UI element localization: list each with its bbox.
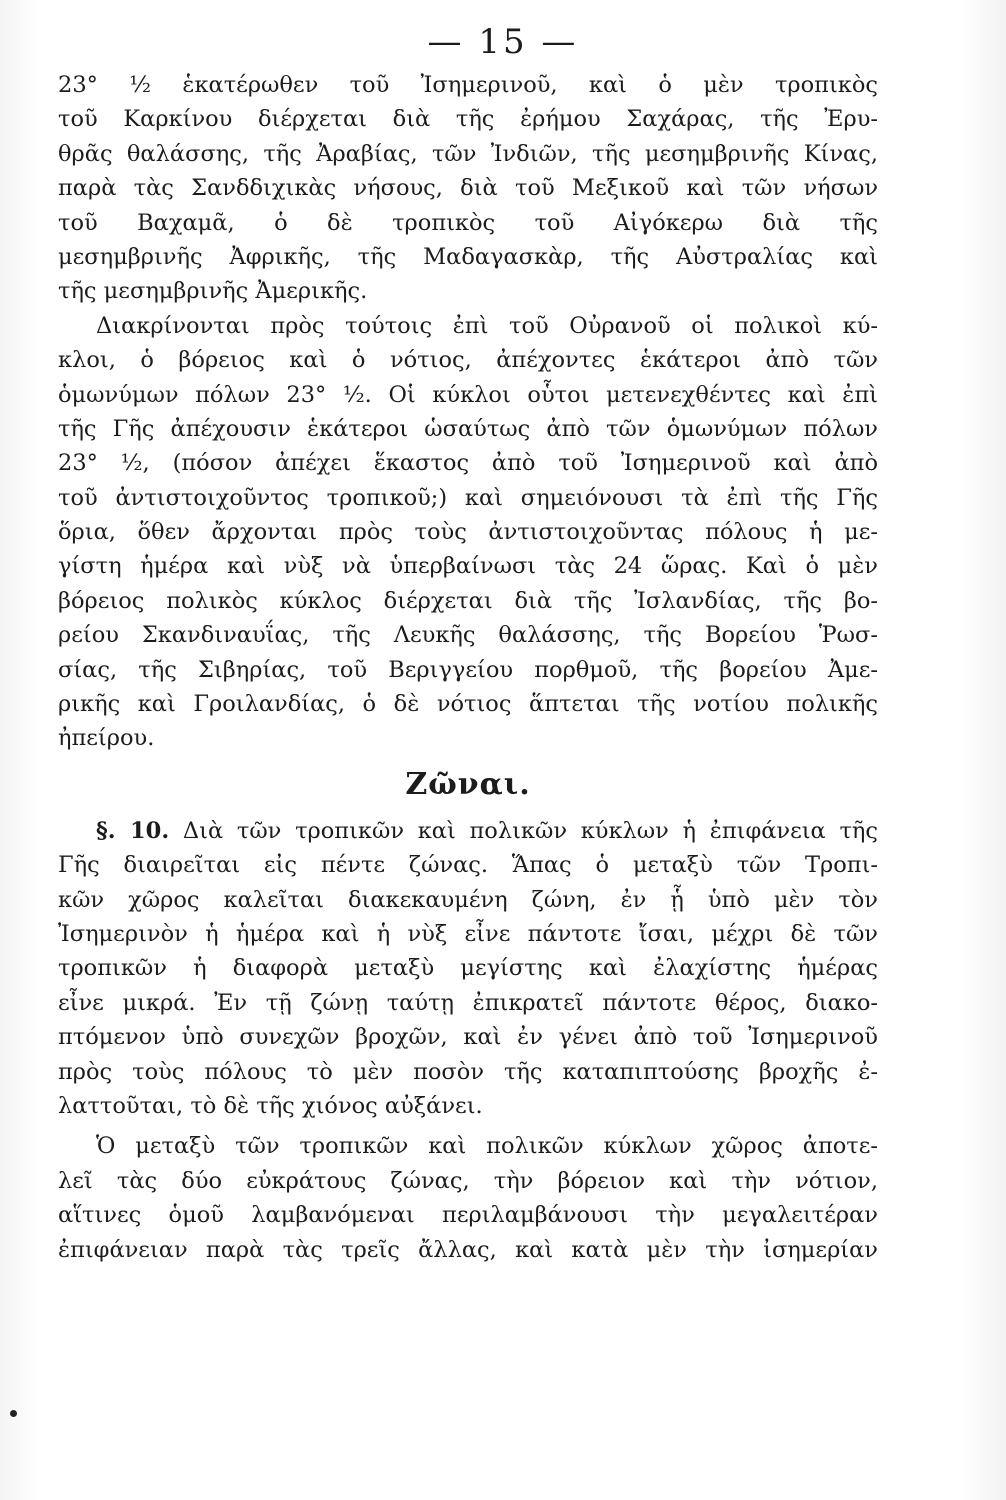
text-line: λεῖ τὰς δύο εὐκράτους ζώνας, τὴν βόρειον καὶ τὴν νότιον, — [58, 1167, 878, 1194]
text-line: λαττοῦται, τὸ δὲ τῆς χιόνος αὐξάνει. — [58, 1092, 483, 1119]
text-line — [58, 814, 878, 848]
text-line: Ἰσημερινὸν ἡ ἡμέρα καὶ ἡ νὺξ εἶνε πάντοτε ἴσαι, μέχρι δὲ τῶν — [58, 920, 878, 947]
ink-spot — [10, 1410, 17, 1417]
section-first-line: Διὰ τῶν τροπικῶν καὶ πολικῶν κύκλων ἡ ἐπιφάνεια τῆς — [182, 817, 878, 844]
text-line: ὁμωνύμων πόλων 23° ½. Οἱ κύκλοι οὗτοι μετενεχθέντες καὶ ἐπὶ — [58, 381, 878, 408]
text-line: Γῆς διαιρεῖται εἰς πέντε ζώνας. Ἅπας ὁ μεταξὺ τῶν Τροπι- — [58, 852, 878, 879]
text-line: ἐπιφάνειαν παρὰ τὰς τρεῖς ἄλλας, καὶ κατὰ μὲν τὴν ἰσημερίαν — [58, 1236, 878, 1263]
text-line: παρὰ τὰς Σανδδιχικὰς νήσους, διὰ τοῦ Μεξικοῦ καὶ τῶν νήσων — [58, 175, 878, 202]
text-line: μεσημβρινῆς Ἀφρικῆς, τῆς Μαδαγασκὰρ, τῆς Αὐστραλίας καὶ — [58, 243, 878, 270]
paragraph-section-10 — [58, 814, 878, 1124]
paragraph-tropics — [58, 68, 878, 309]
text-line: κλοι, ὁ βόρειος καὶ ὁ νότιος, ἀπέχοντες ἑκάτεροι ἀπὸ τῶν — [58, 347, 878, 374]
text-line: τροπικῶν ἡ διαφορὰ μεταξὺ μεγίστης καὶ ἐλαχίστης ἡμέρας — [58, 955, 878, 982]
text-line: ρείου Σκανδιναυΐας, τῆς Λευκῆς θαλάσσης, τῆς Βορείου Ῥωσ- — [58, 622, 878, 649]
text-line: βόρειος πολικὸς κύκλος διέρχεται διὰ τῆς Ἰσλανδίας, τῆς βο- — [58, 587, 878, 614]
section-heading: Ζῶναι. — [405, 766, 531, 802]
text-line: αἵτινες ὁμοῦ λαμβανόμεναι περιλαμβάνουσι τὴν μεγαλειτέραν — [58, 1202, 878, 1229]
text-line: τοῦ Καρκίνου διέρχεται διὰ τῆς ἐρήμου Σαχάρας, τῆς Ἐρυ- — [58, 106, 878, 133]
text-line: πτόμενον ὑπὸ συνεχῶν βροχῶν, καὶ ἐν γένει ἀπὸ τοῦ Ἰσημερινοῦ — [58, 1024, 878, 1051]
text-line: πρὸς τοὺς πόλους τὸ μὲν ποσὸν τῆς καταπιπτούσης βροχῆς ἐ- — [58, 1058, 878, 1085]
text-line: γίστη ἡμέρα καὶ νὺξ νὰ ὑπερβαίνωσι τὰς 24 ὥρας. Καὶ ὁ μὲν — [58, 553, 878, 580]
text-line: 23° ½, (πόσον ἀπέχει ἕκαστος ἀπὸ τοῦ Ἰσημερινοῦ καὶ ἀπὸ — [58, 450, 878, 477]
text-line: τοῦ ἀντιστοιχοῦντος τροπικοῦ;) καὶ σημειόνουσι τὰ ἐπὶ τῆς Γῆς — [58, 484, 878, 511]
text-line: εἶνε μικρά. Ἐν τῇ ζώνῃ ταύτῃ ἐπικρατεῖ πάντοτε θέρος, διακο- — [58, 989, 878, 1016]
section-number: §. 10. — [96, 817, 170, 844]
text-line: Διακρίνονται πρὸς τούτοις ἐπὶ τοῦ Οὐρανοῦ οἱ πολικοὶ κύ- — [96, 312, 878, 339]
text-line: ρικῆς καὶ Γροιλανδίας, ὁ δὲ νότιος ἅπτεται τῆς νοτίου πολικῆς — [58, 691, 878, 718]
text-line: ἠπείρου. — [58, 725, 155, 752]
page-body — [58, 68, 878, 1267]
text-line: τῆς μεσημβρινῆς Ἀμερικῆς. — [58, 278, 368, 305]
text-line: κῶν χῶρος καλεῖται διακεκαυμένη ζώνη, ἐν ᾗ ὑπὸ μὲν τὸν — [58, 886, 878, 913]
text-line: 23° ½ ἑκατέρωθεν τοῦ Ἰσημερινοῦ, καὶ ὁ μὲν τροπικὸς — [58, 72, 878, 98]
text-line: ὅρια, ὅθεν ἄρχονται πρὸς τοὺς ἀντιστοιχοῦντας πόλους ἡ με- — [58, 519, 878, 546]
paragraph-temperate-zones — [58, 1129, 878, 1267]
paragraph-polar-circles — [58, 309, 878, 756]
text-line: τοῦ Βαχαμᾶ, ὁ δὲ τροπικὸς τοῦ Αἰγόκερω διὰ τῆς — [58, 209, 878, 236]
text-line: Ὁ μεταξὺ τῶν τροπικῶν καὶ πολικῶν κύκλων χῶρος ἀποτε- — [96, 1133, 878, 1160]
text-line: σίας, τῆς Σιβηρίας, τοῦ Βεριγγείου πορθμοῦ, τῆς βορείου Ἀμε- — [58, 656, 878, 683]
text-line: τῆς Γῆς ἀπέχουσιν ἑκάτεροι ὡσαύτως ἀπὸ τῶν ὁμωνύμων πόλων — [58, 415, 878, 442]
page-number: — 15 — — [427, 22, 579, 62]
text-line: θρᾶς θαλάσσης, τῆς Ἀραβίας, τῶν Ἰνδιῶν, τῆς μεσημβρινῆς Κίνας, — [58, 140, 878, 167]
